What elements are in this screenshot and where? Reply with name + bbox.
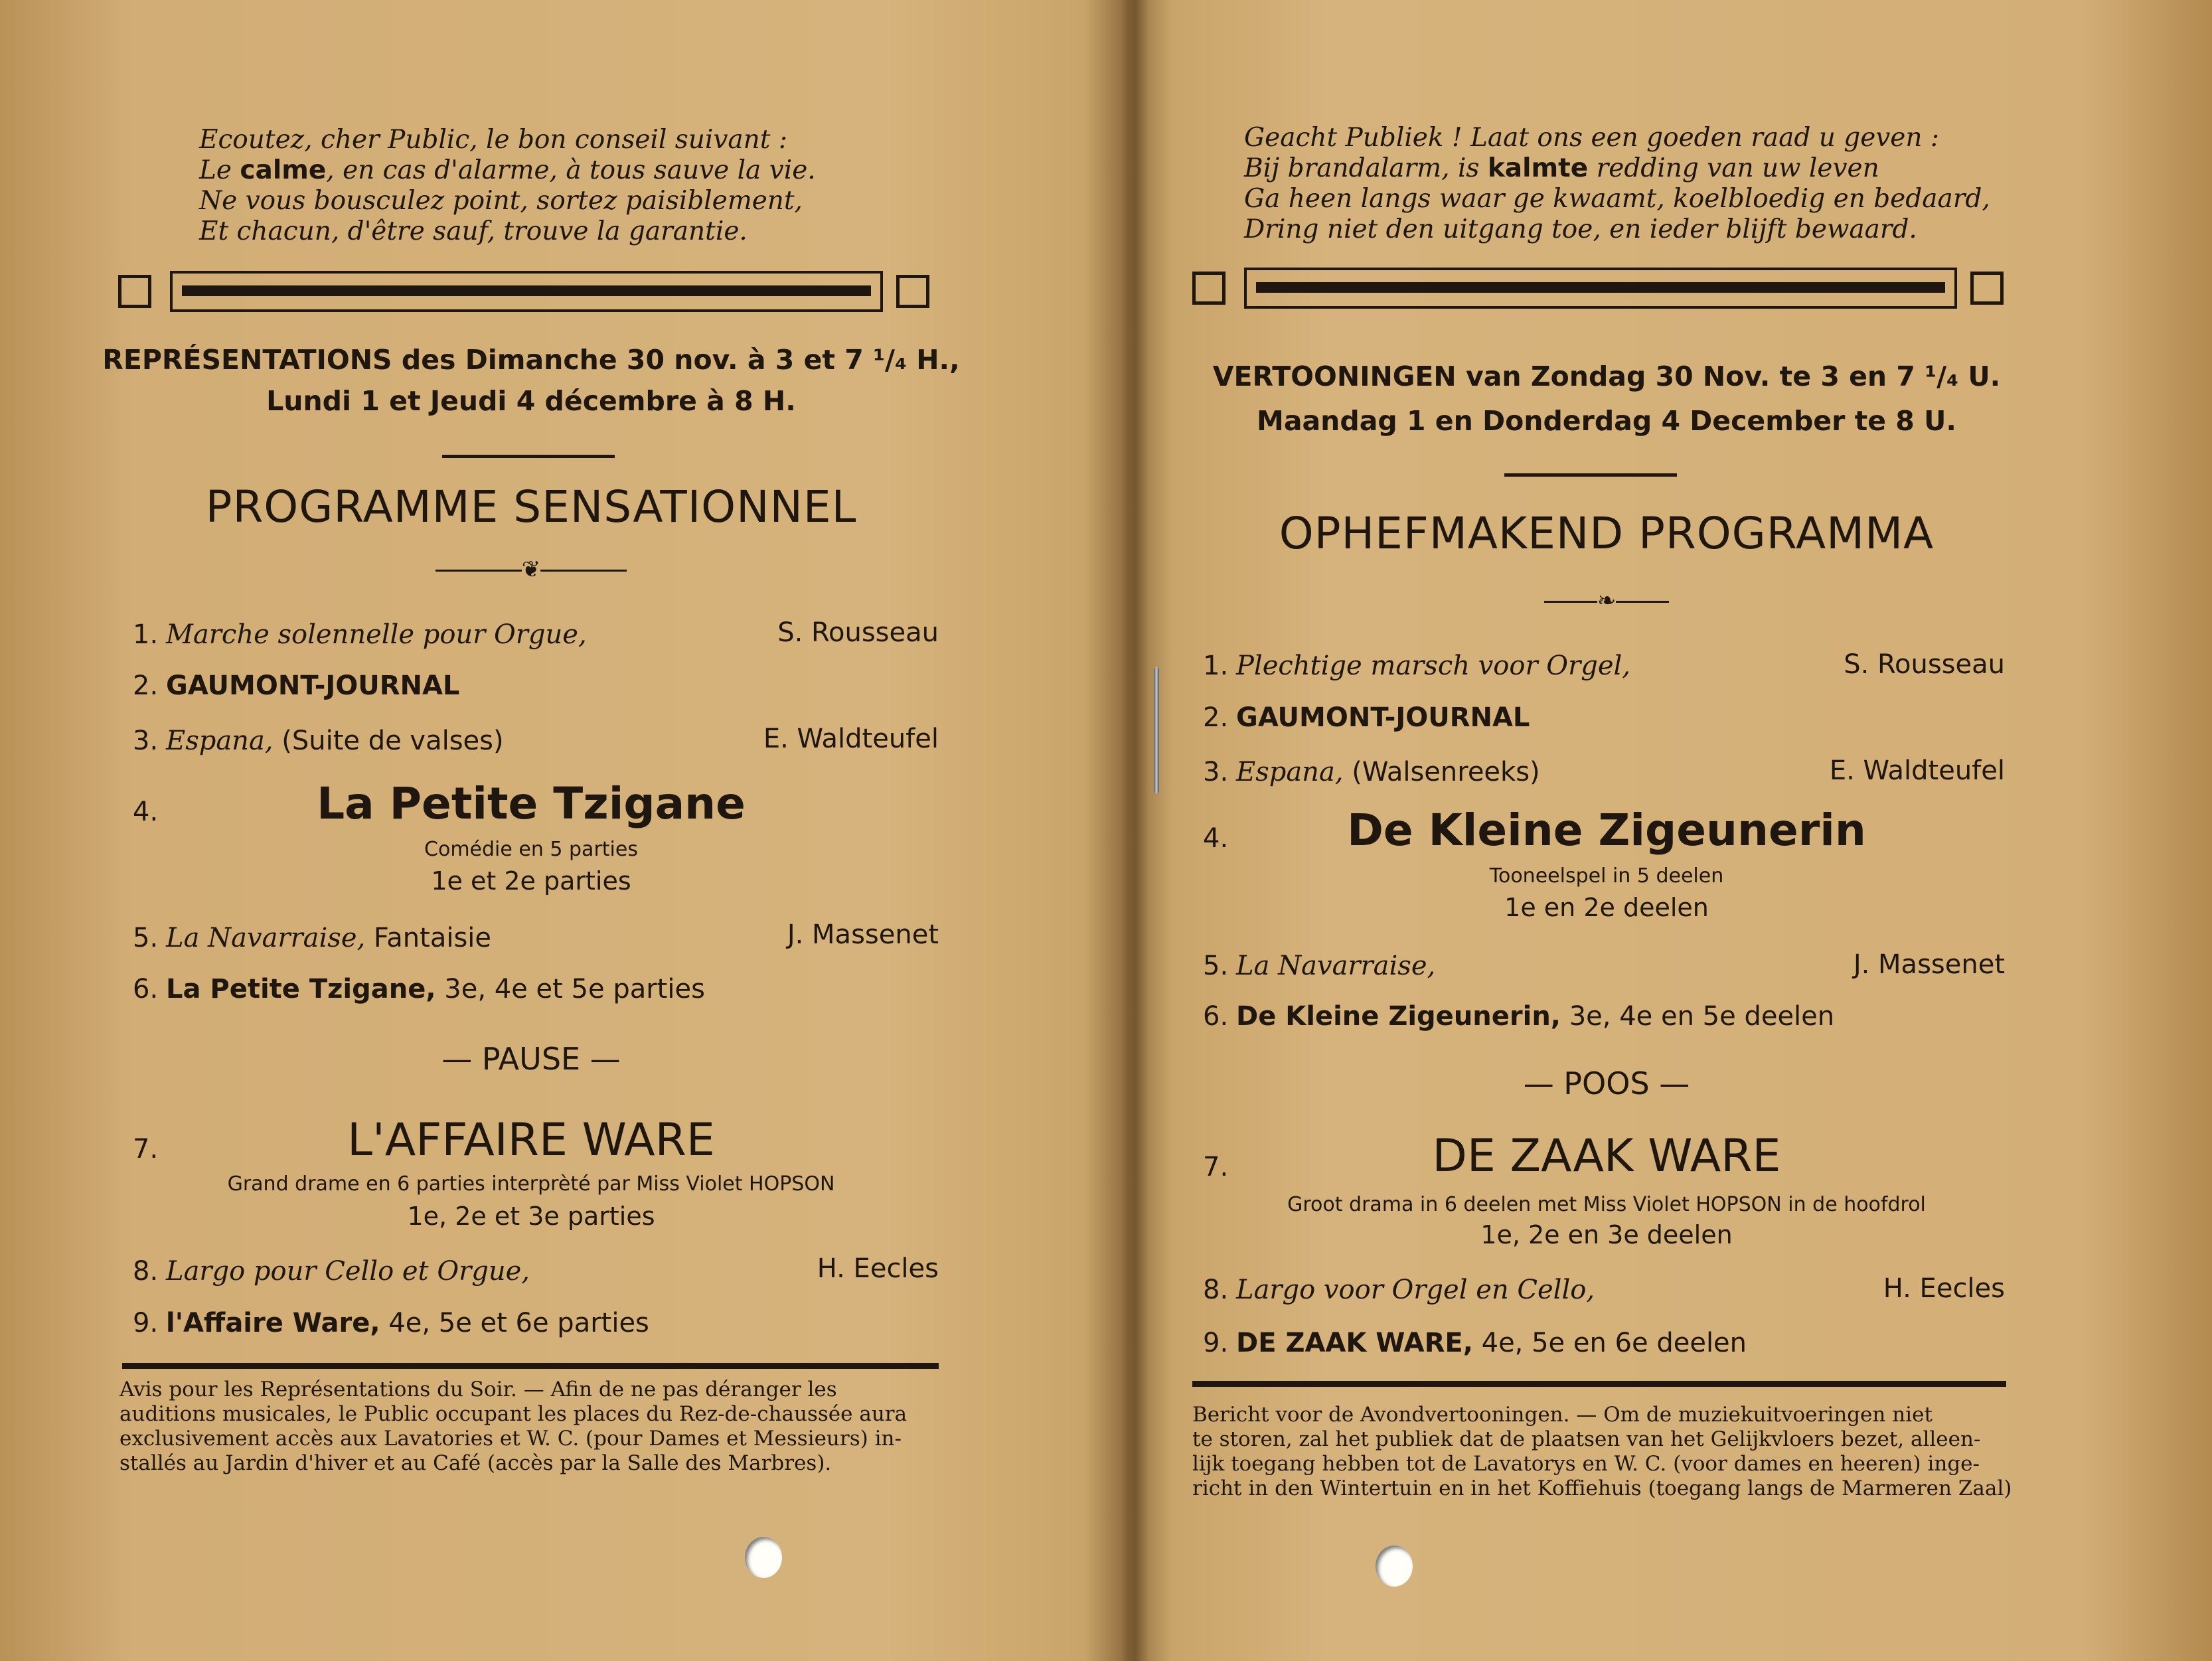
program-item-9: 9. DE ZAAK WARE, 4e, 5e en 6e deelen — [1203, 1328, 1747, 1358]
feature-subtitle: Groot drama in 6 deelen met Miss Violet HOPSON in de hoofdrol — [1287, 1193, 1926, 1216]
ornament-border — [118, 271, 941, 319]
schedule-line-2: Lundi 1 et Jeudi 4 décembre à 8 H. — [266, 385, 796, 417]
ornament-square — [1970, 272, 2004, 305]
feature-title: DE ZAAK WARE — [1432, 1130, 1781, 1182]
notice-line: lijk toegang hebben tot de Lavatorys en W. C. (voor dames en heeren) inge- — [1192, 1452, 1980, 1476]
program-item-4-number: 4. — [133, 797, 159, 827]
program-item-8: 8. Largo voor Orgel en Cello, — [1203, 1275, 1595, 1305]
feature-parts: 1e, 2e et 3e parties — [407, 1202, 655, 1231]
divider — [442, 455, 615, 458]
feature-subtitle: Tooneelspel in 5 deelen — [1489, 864, 1724, 888]
program-item-5: 5. La Navarraise, Fantaisie — [133, 923, 492, 953]
punch-hole — [745, 1537, 782, 1578]
feature-title: De Kleine Zigeunerin — [1347, 805, 1866, 856]
program-heading: PROGRAMME SENSATIONNEL — [205, 481, 857, 532]
program-item-1: 1. Plechtige marsch voor Orgel, — [1203, 651, 1631, 681]
notice-line: stallés au Jardin d'hiver et au Café (accès par la Salle des Marbres). — [119, 1451, 832, 1475]
program-item-7-number: 7. — [1203, 1152, 1229, 1182]
program-item-3: 3. Espana, (Suite de valses) — [133, 726, 504, 756]
evening-notice — [119, 1378, 943, 1476]
notice-rule — [1192, 1381, 2006, 1387]
composer: H. Eecles — [817, 1253, 939, 1284]
feature-subtitle: Comédie en 5 parties — [424, 838, 638, 861]
fleuron-divider — [0, 556, 1062, 583]
poem-line: Le calme, en cas d'alarme, à tous sauve la vie. — [199, 155, 816, 185]
poem-line: Dring niet den uitgang toe, en ieder blijft bewaard. — [1244, 214, 1917, 244]
composer: J. Massenet — [1853, 949, 2005, 980]
ornament-square — [118, 275, 151, 308]
schedule-line-1: VERTOONINGEN van Zondag 30 Nov. te 3 en 7 ¹/₄ U. — [1212, 360, 2001, 392]
intermission: — POOS — — [1523, 1066, 1690, 1101]
program-item-7-number: 7. — [133, 1134, 159, 1164]
intermission: — PAUSE — — [441, 1041, 621, 1077]
fire-safety-poem-fr — [199, 125, 816, 247]
program-item-2: 2. GAUMONT-JOURNAL — [1203, 702, 1530, 733]
schedule-line-1: REPRÉSENTATIONS des Dimanche 30 nov. à 3 et 7 ¹/₄ H., — [102, 344, 960, 376]
feature-parts: 1e, 2e en 3e deelen — [1480, 1220, 1733, 1249]
composer: H. Eecles — [1883, 1273, 2005, 1304]
composer: J. Massenet — [787, 919, 939, 950]
fleuron-divider — [1142, 588, 2071, 614]
notice-line: exclusivement accès aux Lavatories et W. C. (pour Dames et Messieurs) in- — [119, 1427, 902, 1451]
feature-subtitle: Grand drame en 6 parties interprèté par Miss Violet HOPSON — [227, 1172, 835, 1196]
program-heading: OPHEFMAKEND PROGRAMMA — [1279, 508, 1935, 559]
poem-line: Ga heen langs waar ge kwaamt, koelbloedig en bedaard, — [1244, 184, 1990, 214]
notice-line: Bericht voor de Avondvertooningen. — Om de muziekuitvoeringen niet — [1192, 1403, 1933, 1427]
program-item-5: 5. La Navarraise, — [1203, 951, 1436, 981]
composer: E. Waldteufel — [1829, 755, 2005, 786]
evening-notice — [1192, 1403, 2015, 1501]
program-item-8: 8. Largo pour Cello et Orgue, — [133, 1256, 530, 1287]
feature-title: L'AFFAIRE WARE — [347, 1114, 715, 1166]
program-item-6: 6. La Petite Tzigane, 3e, 4e et 5e parties — [133, 974, 705, 1004]
program-item-9: 9. l'Affaire Ware, 4e, 5e et 6e parties — [133, 1308, 649, 1338]
poem-line: Ne vous bousculez point, sortez paisiblement, — [199, 186, 803, 216]
fleuron-icon: ❦ — [521, 556, 541, 583]
divider — [1504, 473, 1677, 477]
schedule-line-2: Maandag 1 en Donderdag 4 December te 8 U. — [1257, 405, 1956, 437]
poem-line: Bij brandalarm, is kalmte redding van uw leven — [1244, 153, 1879, 183]
program-item-6: 6. De Kleine Zigeunerin, 3e, 4e en 5e deelen — [1203, 1001, 1835, 1032]
notice-line: Avis pour les Représentations du Soir. — Afin de ne pas déranger les — [119, 1378, 837, 1401]
right-page — [1142, 0, 2212, 1661]
feature-parts: 1e en 2e deelen — [1504, 893, 1709, 922]
ornament-rule — [170, 271, 883, 312]
program-item-2: 2. GAUMONT-JOURNAL — [133, 671, 460, 701]
ornament-square — [896, 275, 929, 308]
poem-line: Ecoutez, cher Public, le bon conseil suivant : — [199, 125, 787, 155]
composer: S. Rousseau — [1844, 649, 2005, 680]
ornament-rule — [1244, 268, 1957, 309]
feature-title: La Petite Tzigane — [317, 778, 746, 829]
program-item-1: 1. Marche solennelle pour Orgue, — [133, 619, 587, 650]
program-item-4-number: 4. — [1203, 823, 1229, 854]
ornament-border — [1192, 268, 2015, 315]
notice-line: auditions musicales, le Public occupant les places du Rez-de-chaussée aura — [119, 1402, 908, 1426]
notice-line: te storen, zal het publiek dat de plaatsen van het Gelijkvloers bezet, alleen- — [1192, 1427, 1981, 1451]
fleuron-icon: ❧ — [1597, 588, 1617, 614]
notice-rule — [122, 1363, 939, 1369]
fire-safety-poem-nl — [1244, 123, 1990, 245]
poem-line: Geacht Publiek ! Laat ons een goeden raad u geven : — [1244, 123, 1940, 153]
composer: E. Waldteufel — [763, 724, 939, 754]
composer: S. Rousseau — [777, 617, 939, 648]
poem-line: Et chacun, d'être sauf, trouve la garantie. — [199, 216, 748, 246]
punch-hole — [1376, 1545, 1413, 1587]
program-item-3: 3. Espana, (Walsenreeks) — [1203, 757, 1540, 787]
notice-line: richt in den Wintertuin en in het Koffiehuis (toegang langs de Marmeren Zaal) — [1192, 1476, 2012, 1500]
feature-parts: 1e et 2e parties — [431, 866, 631, 896]
ornament-square — [1192, 272, 1225, 305]
